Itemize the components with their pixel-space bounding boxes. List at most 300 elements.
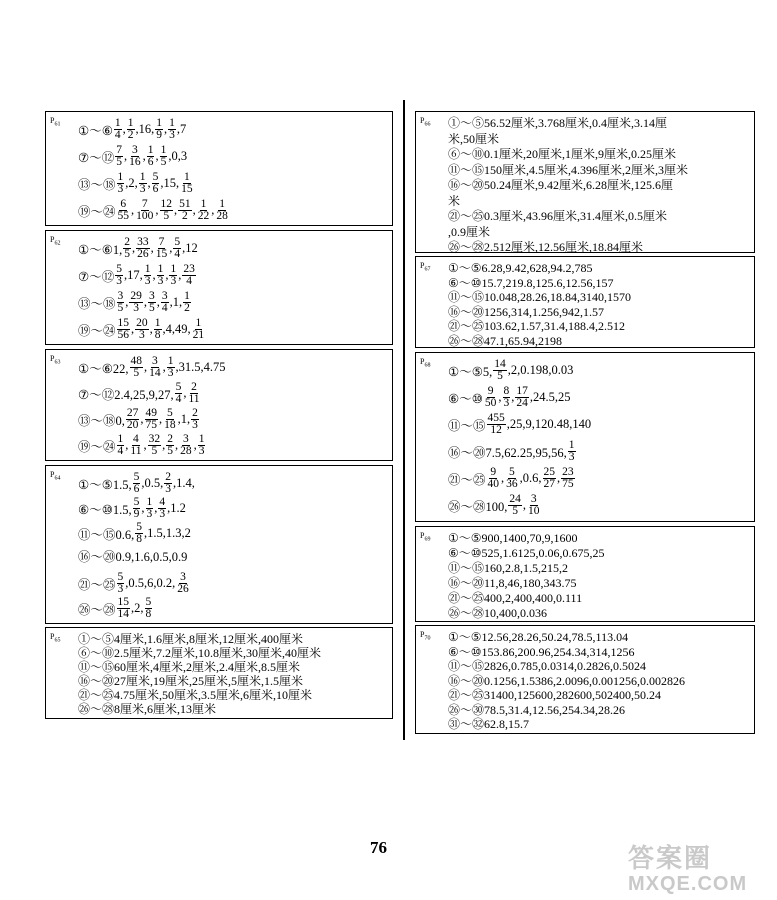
fraction-numerator: 15	[117, 596, 130, 608]
fraction-numerator: 5	[133, 471, 140, 483]
fraction-denominator: 3	[169, 129, 175, 141]
answer-text: ,	[193, 438, 197, 452]
answer-text: ㉖～㉘100,	[448, 499, 508, 514]
answer-text: ,	[154, 501, 158, 515]
fraction-numerator: 3	[182, 433, 189, 445]
answer-text: ,	[178, 268, 182, 282]
fraction	[487, 413, 506, 436]
page-ref-letter: P	[420, 116, 425, 125]
answer-text: ,	[131, 203, 135, 217]
fraction-numerator: 5	[509, 466, 515, 478]
answer-text: ㉑～㉕	[78, 577, 116, 592]
answer-block-p66	[415, 111, 755, 253]
fraction	[215, 199, 229, 222]
fraction	[117, 597, 131, 620]
fraction-denominator: 27	[543, 478, 556, 490]
fraction-denominator: 3	[170, 275, 177, 287]
page-ref-letter: P	[420, 531, 425, 540]
answer-text: ①～⑤56.52厘米,3.768厘米,0.4厘米,3.14厘	[448, 116, 668, 130]
page-ref-letter: P	[50, 632, 55, 641]
answer-block-p70	[415, 625, 755, 734]
page-ref-label	[420, 531, 430, 543]
fraction-numerator: 4	[159, 496, 166, 508]
fraction-numerator: 5	[167, 407, 173, 419]
fraction-numerator: 1	[157, 263, 164, 275]
answer-text: ⑲～㉔	[78, 439, 116, 454]
answer-text: ,	[150, 241, 154, 255]
fraction-denominator: 24	[516, 397, 528, 409]
fraction	[197, 199, 211, 222]
fraction	[117, 291, 125, 314]
fraction	[117, 172, 125, 195]
fraction	[139, 172, 147, 195]
answer-text: ,	[123, 149, 128, 163]
answer-line	[448, 114, 667, 131]
fraction	[180, 172, 194, 195]
fraction	[135, 318, 149, 341]
answer-text: ①～⑤900,1400,70,9,1600	[448, 531, 578, 545]
fraction	[182, 264, 196, 287]
fraction	[543, 467, 557, 490]
answer-text: ,	[169, 241, 173, 255]
page-ref-letter: P	[50, 116, 55, 125]
fraction-numerator: 1	[568, 439, 575, 451]
answer-text: 米,50厘米	[448, 131, 500, 146]
answer-text: ①～⑤12.56,28.26,50.24,78.5,113.04	[448, 630, 629, 644]
answer-text: ㉖～㉘47.1,65.94,2198	[448, 333, 563, 348]
fraction-numerator: 5	[116, 263, 122, 275]
answer-line	[448, 386, 571, 409]
fraction	[157, 264, 165, 287]
page-ref-label	[420, 116, 430, 128]
fraction-numerator: 1	[144, 263, 151, 275]
fraction-numerator: 1	[200, 198, 207, 210]
fraction-numerator: 24	[509, 493, 521, 505]
fraction-denominator: 14	[117, 608, 130, 620]
fraction	[145, 597, 153, 620]
fraction-denominator: 4	[161, 302, 168, 314]
answer-text: ,0.9厘米	[448, 224, 491, 239]
fraction	[117, 199, 131, 222]
page-ref-letter: P	[50, 235, 55, 244]
fraction-denominator: 10	[528, 505, 540, 517]
fraction-numerator: 25	[543, 466, 556, 478]
watermark-logo	[628, 838, 747, 896]
fraction-numerator: 3	[152, 355, 158, 367]
answer-text: ⑲～㉔	[78, 323, 116, 338]
fraction-numerator: 1	[184, 290, 190, 302]
answer-text: ,24.5,25	[529, 390, 571, 404]
fraction	[158, 497, 166, 520]
fraction	[128, 145, 142, 168]
fraction	[169, 264, 177, 287]
fraction-numerator: 1	[147, 144, 154, 156]
answer-text: ,1,	[169, 295, 183, 309]
answer-text: ,25,9,120.48,140	[506, 417, 592, 431]
answer-text: ,	[165, 268, 169, 282]
answer-text: ,	[511, 390, 515, 404]
answer-line	[78, 291, 192, 314]
answer-text: ⑯～⑳7.5,62.25,95,56,	[448, 445, 567, 460]
answer-text: ⑥～⑩	[448, 391, 483, 406]
fraction-numerator: 3	[161, 290, 168, 302]
answer-block-p67	[415, 256, 755, 348]
page-ref-label	[50, 470, 60, 482]
fraction	[160, 199, 174, 222]
answer-text: ,	[143, 438, 147, 452]
fraction-numerator: 5	[175, 381, 182, 393]
answer-text: ㉑～㉕4.75厘米,50厘米,3.5厘米,6厘米,10厘米	[78, 688, 313, 702]
fraction	[493, 359, 507, 382]
answer-text: ⑯～⑳27厘米,19厘米,25厘米,5厘米,1.5厘米	[78, 674, 304, 688]
answer-text: ⑥～⑩1.5,	[78, 502, 132, 517]
fraction	[505, 467, 519, 490]
answer-text: ㉖～㉘2.512厘米,12.56厘米,18.84厘米	[448, 240, 644, 254]
fraction-numerator: 20	[136, 317, 148, 329]
fraction-denominator: 6	[152, 183, 159, 195]
page-ref-label	[50, 354, 60, 366]
fraction-numerator: 1	[156, 117, 163, 129]
answer-text: ,12	[182, 241, 198, 255]
fraction-denominator: 9	[156, 129, 163, 141]
answer-text: ㉑～㉕	[448, 472, 486, 487]
fraction-denominator: 5	[133, 367, 140, 379]
fraction-denominator: 3	[568, 451, 575, 463]
answer-text: ㉛～㉜62.8,15.7	[448, 717, 530, 731]
fraction-denominator: 2	[182, 210, 188, 222]
answer-block-p61	[45, 111, 393, 226]
fraction-numerator: 12	[160, 198, 173, 210]
answer-line	[448, 161, 688, 178]
fraction	[179, 434, 193, 457]
answer-text: ⑬～⑱0,	[78, 413, 125, 428]
answer-text: ,1,	[177, 412, 191, 426]
fraction	[148, 291, 156, 314]
fraction-denominator: 18	[164, 419, 176, 431]
fraction	[127, 118, 135, 141]
answer-text: ,1.5,1.3,2	[144, 526, 191, 540]
answer-text: ⑥～⑩153.86,200.96,254.34,314,1256	[448, 644, 635, 659]
answer-line	[78, 118, 186, 141]
fraction	[175, 382, 183, 405]
fraction-numerator: 48	[130, 355, 143, 367]
fraction-numerator: 1	[198, 433, 205, 445]
page-ref-label	[420, 357, 430, 369]
fraction-denominator: 21	[192, 329, 205, 341]
fraction-denominator: 5	[512, 505, 519, 517]
answer-text: ⑯～⑳50.24厘米,9.42厘米,6.28厘米,125.6厘	[448, 178, 674, 192]
fraction	[561, 467, 575, 490]
fraction-denominator: 5	[160, 156, 167, 168]
answer-text: ⑪～⑮0.6,	[78, 527, 135, 542]
fraction	[136, 237, 150, 260]
answer-line	[448, 192, 460, 209]
answer-text: ⑬～⑱	[78, 177, 116, 192]
answer-text: ,	[498, 390, 502, 404]
answer-text: ⑯～⑳11,8,46,180,343.75	[448, 576, 577, 590]
fraction	[155, 237, 169, 260]
answer-text: ,4,49,	[162, 322, 191, 336]
answer-text: ,	[192, 203, 196, 217]
fraction	[487, 467, 501, 490]
fraction-denominator: 14	[149, 367, 161, 379]
fraction-denominator: 22	[197, 210, 210, 222]
fraction	[178, 199, 192, 222]
answer-block-p68	[415, 352, 755, 522]
answer-text: ⑪～⑮10.048,28.26,18.84,3140,1570	[448, 290, 632, 304]
answer-text: ,	[131, 322, 135, 336]
answer-block-p64	[45, 465, 393, 624]
fraction-denominator: 3	[167, 367, 174, 379]
answer-line	[448, 467, 576, 490]
answer-text: ,15,	[160, 176, 180, 190]
answer-text: ⑪～⑮160,2.8,1.5,215,2	[448, 561, 569, 575]
fraction-denominator: 6	[133, 483, 140, 495]
answer-text: ㉖～㉚78.5,31.4,12.56,254.34,28.26	[448, 702, 626, 717]
page-ref-label	[50, 116, 60, 128]
answer-text: ,	[132, 241, 136, 255]
fraction-denominator: 5	[497, 370, 503, 382]
fraction-numerator: 7	[158, 236, 165, 248]
fraction-denominator: 3	[139, 329, 145, 341]
answer-text: ,	[152, 268, 156, 282]
fraction-numerator: 1	[167, 355, 174, 367]
fraction-numerator: 7	[116, 144, 122, 156]
answer-line	[78, 547, 187, 565]
answer-text: ㉑～㉕400,2,400,400,0.111	[448, 591, 583, 605]
page-ref-label	[420, 630, 430, 642]
fraction	[515, 386, 529, 409]
answer-text: ⑥～⑩15.7,219.8,125.6,12.56,157	[448, 275, 614, 290]
fraction-denominator: 3	[117, 583, 124, 595]
answer-text: ㉖～㉘8厘米,6厘米,13厘米	[78, 702, 217, 716]
answer-line	[78, 408, 200, 431]
fraction-denominator: 36	[506, 478, 518, 490]
answer-text: ①～⑥22,	[78, 361, 129, 376]
fraction	[126, 408, 140, 431]
answer-line	[78, 522, 191, 545]
fraction-denominator: 8	[145, 608, 152, 620]
answer-text: ㉖～㉘	[78, 602, 116, 617]
fraction-numerator: 5	[145, 596, 152, 608]
fraction-denominator: 8	[154, 329, 161, 341]
answer-text: ,0,3	[168, 149, 188, 163]
fraction-numerator: 1	[117, 171, 124, 183]
fraction-denominator: 3	[159, 508, 166, 520]
answer-text: ,	[211, 203, 215, 217]
fraction-numerator: 15	[117, 317, 130, 329]
answer-text: ⑪～⑮	[448, 418, 486, 433]
page-ref-label	[420, 261, 430, 273]
fraction-numerator: 5	[174, 236, 181, 248]
column-divider	[403, 100, 405, 740]
fraction-denominator: 50	[484, 397, 497, 409]
fraction-denominator: 20	[126, 419, 139, 431]
fraction-denominator: 75	[145, 419, 158, 431]
page-ref-number: 69	[424, 536, 431, 543]
answer-text: ,	[159, 412, 163, 426]
fraction-numerator: 5	[136, 521, 143, 533]
answer-line	[78, 356, 226, 379]
fraction	[146, 497, 154, 520]
answer-line	[448, 145, 676, 162]
answer-text: ,	[122, 122, 126, 136]
fraction	[154, 318, 162, 341]
fraction-denominator: 3	[503, 397, 510, 409]
fraction-denominator: 3	[192, 419, 198, 431]
answer-line	[78, 572, 191, 595]
page-ref-letter: P	[420, 630, 425, 639]
fraction-numerator: 1	[114, 117, 121, 129]
fraction-denominator: 5	[163, 210, 170, 222]
answer-text: ⑪～⑮60厘米,4厘米,2厘米,2.4厘米,8.5厘米	[78, 660, 301, 674]
fraction-numerator: 1	[117, 433, 124, 445]
fraction-denominator: 15	[155, 248, 168, 260]
page-ref-number: 64	[54, 475, 61, 482]
fraction-denominator: 28	[180, 445, 192, 457]
fraction-numerator: 27	[126, 407, 139, 419]
fraction-denominator: 9	[133, 508, 140, 520]
fraction	[160, 145, 168, 168]
fraction-denominator: 15	[181, 183, 193, 195]
fraction	[168, 118, 176, 141]
fraction-numerator: 1	[154, 317, 161, 329]
page-ref-number: 61	[54, 121, 61, 128]
answer-line	[78, 318, 206, 341]
page-ref-letter: P	[420, 261, 425, 270]
answer-text: ,	[174, 203, 178, 217]
fraction-numerator: 455	[487, 412, 505, 424]
answer-text: ⑦～⑫	[78, 269, 115, 284]
answer-text: ,2,	[131, 601, 144, 615]
answer-text: ㉑～㉕31400,125600,282600,502400,50.24	[448, 688, 662, 702]
page-ref-number: 70	[424, 635, 431, 642]
fraction-denominator: 5	[149, 302, 155, 314]
fraction-denominator: 28	[216, 210, 228, 222]
answer-line	[448, 440, 577, 463]
fraction	[135, 199, 154, 222]
fraction-numerator: 2	[192, 407, 198, 419]
watermark-title: 答案圈	[628, 843, 713, 873]
answer-block-p62	[45, 230, 393, 345]
fraction	[508, 494, 522, 517]
answer-text: ,0.5,6,0.2,	[125, 576, 176, 590]
fraction	[155, 118, 163, 141]
fraction-numerator: 1	[139, 171, 146, 183]
answer-block-p69	[415, 526, 755, 622]
page-ref-number: 68	[424, 362, 431, 369]
fraction-denominator: 3	[117, 183, 124, 195]
fraction-numerator: 29	[130, 290, 142, 302]
page-ref-number: 66	[424, 121, 431, 128]
fraction-numerator: 32	[148, 433, 161, 445]
answer-text: ,	[156, 295, 160, 309]
fraction-numerator: 1	[170, 263, 177, 275]
fraction	[191, 408, 199, 431]
answer-line	[78, 700, 216, 717]
fraction-numerator: 1	[146, 496, 153, 508]
fraction-denominator: 40	[487, 478, 500, 490]
answer-text: ,	[155, 203, 159, 217]
fraction-numerator: 3	[117, 290, 124, 302]
answer-text: ,	[149, 322, 153, 336]
fraction	[115, 264, 123, 287]
page-ref-number: 67	[424, 266, 431, 273]
answer-text: ,0.5,	[141, 476, 164, 490]
fraction-denominator: 11	[130, 445, 142, 457]
fraction-numerator: 1	[127, 117, 134, 129]
fraction-denominator: 3	[165, 483, 172, 495]
answer-text: ,	[501, 471, 505, 485]
fraction	[152, 172, 160, 195]
fraction-denominator: 12	[490, 424, 502, 436]
fraction	[117, 572, 125, 595]
fraction-denominator: 3	[133, 302, 140, 314]
answer-text: ,	[144, 360, 148, 374]
fraction-numerator: 1	[184, 171, 190, 183]
answer-line	[448, 176, 673, 193]
page-ref-label	[50, 632, 60, 644]
fraction-numerator: 2	[167, 433, 173, 445]
fraction-numerator: 23	[562, 466, 574, 478]
fraction	[115, 145, 123, 168]
fraction-denominator: 56	[117, 329, 130, 341]
fraction	[117, 318, 131, 341]
page-ref-letter: P	[50, 354, 55, 363]
fraction	[161, 291, 169, 314]
fraction	[187, 382, 200, 405]
answer-text: ,	[164, 122, 168, 136]
fraction	[167, 356, 175, 379]
fraction-denominator: 3	[198, 445, 205, 457]
fraction-numerator: 7	[141, 198, 148, 210]
fraction-numerator: 23	[183, 263, 195, 275]
fraction	[568, 440, 576, 463]
answer-text: ⑦～⑫	[78, 150, 115, 165]
fraction-numerator: 14	[494, 358, 506, 370]
fraction-numerator: 51	[179, 198, 191, 210]
fraction-denominator: 5	[116, 156, 122, 168]
answer-text: ,	[155, 149, 159, 163]
fraction-numerator: 4	[133, 433, 139, 445]
answer-text: ①～⑤4厘米,1.6厘米,8厘米,12厘米,400厘米	[78, 632, 304, 646]
fraction-denominator: 2	[127, 129, 134, 141]
fraction-numerator: 6	[120, 198, 127, 210]
answer-text: ⑥～⑩2.5厘米,7.2厘米,10.8厘米,30厘米,40厘米	[78, 646, 322, 660]
fraction	[129, 291, 143, 314]
answer-block-p65	[45, 627, 393, 719]
watermark-url: MXQE.COM	[628, 873, 748, 895]
answer-text: ,	[141, 501, 145, 515]
answer-text: ,	[142, 149, 146, 163]
page-ref-number: 62	[54, 240, 61, 247]
fraction-numerator: 2	[191, 381, 197, 393]
answer-line	[78, 597, 153, 620]
fraction-numerator: 3	[530, 493, 537, 505]
fraction	[176, 572, 190, 595]
answer-text: ,16,	[135, 122, 155, 136]
answer-line	[78, 434, 206, 457]
answer-text: ,	[183, 386, 187, 400]
answer-line	[78, 237, 198, 260]
fraction	[144, 264, 152, 287]
fraction	[133, 497, 141, 520]
answer-text: ,0.6,	[519, 471, 542, 485]
answer-line	[448, 715, 529, 732]
fraction-numerator: 1	[160, 144, 167, 156]
fraction-numerator: 5	[152, 171, 159, 183]
fraction-numerator: 9	[487, 385, 494, 397]
